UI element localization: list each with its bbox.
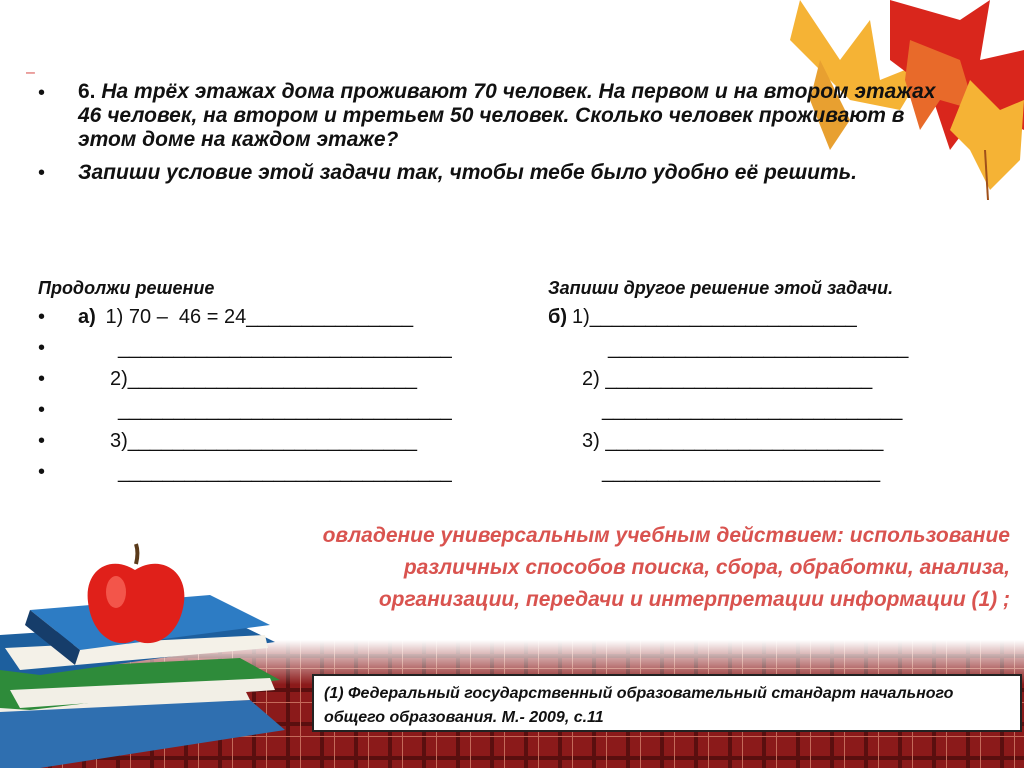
bullet: • bbox=[38, 430, 46, 452]
bullet: • bbox=[38, 461, 46, 483]
bullet: • bbox=[38, 337, 46, 359]
top-mark: – bbox=[26, 64, 35, 81]
left-line-6: ______________________________ bbox=[118, 461, 452, 483]
left-line-1: 1) 70 – 46 = 24_______________ bbox=[100, 306, 414, 328]
left-line-3: 2)__________________________ bbox=[110, 368, 417, 390]
footnote-box: (1) Федеральный государственный образовательный стандарт начального общего образования. М.- 2009, с.11 bbox=[312, 674, 1022, 732]
right-line-6: _________________________ bbox=[602, 461, 881, 483]
bullet: • bbox=[38, 368, 46, 390]
right-line-2: ___________________________ bbox=[608, 337, 909, 359]
task-text bbox=[78, 80, 948, 152]
bullet: • bbox=[38, 82, 46, 104]
task-number: 6. bbox=[78, 80, 96, 103]
apple-icon bbox=[80, 540, 190, 652]
task-body: На трёх этажах дома проживают 70 человек. На первом и на втором этажах 46 человек, на втором и третьем 50 человек. Сколько человек проживают в этом доме на каждом этаже? bbox=[78, 80, 936, 151]
label-b: б) bbox=[548, 306, 568, 328]
right-line-1: 1)________________________ bbox=[572, 306, 857, 328]
right-line-5: 3) _________________________ bbox=[582, 430, 884, 452]
condition-text: Запиши условие этой задачи так, чтобы тебе было удобно её решить. bbox=[78, 161, 857, 184]
label-a: а) bbox=[78, 306, 96, 328]
right-line-4: ___________________________ bbox=[602, 399, 903, 421]
bullet: • bbox=[38, 399, 46, 421]
left-line-2: ______________________________ bbox=[118, 337, 452, 359]
bullet: • bbox=[38, 162, 46, 184]
left-line-5: 3)__________________________ bbox=[110, 430, 417, 452]
left-heading: Продолжи решение bbox=[38, 278, 215, 298]
left-line-4: ______________________________ bbox=[118, 399, 452, 421]
bullet: • bbox=[38, 306, 46, 328]
learning-outcome-text: овладение универсальным учебным действием: использование различных способов поиска, сбора, обработки, анализа, организации, передачи и интерпретации информации (1) ; bbox=[322, 524, 1010, 611]
right-heading: Запиши другое решение этой задачи. bbox=[548, 278, 894, 298]
right-line-3: 2) ________________________ bbox=[582, 368, 873, 390]
